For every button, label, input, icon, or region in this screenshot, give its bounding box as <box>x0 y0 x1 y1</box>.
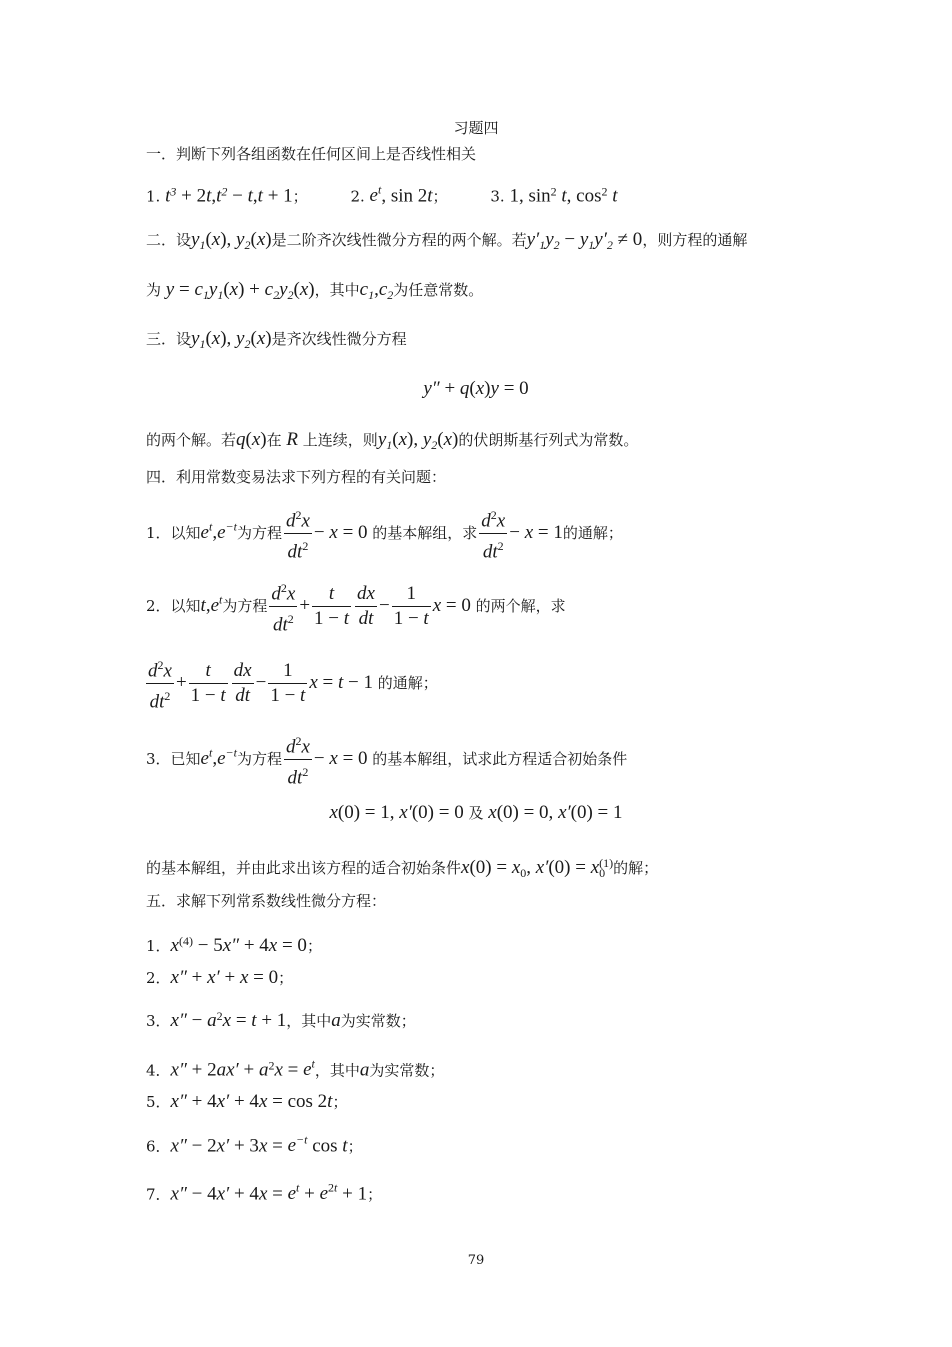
page-number: 79 <box>467 1253 485 1268</box>
equation-5: 5．x″ + 4x′ + 4x = cos 2t； <box>146 1091 348 1112</box>
section-5-heading: 五．求解下列常系数线性微分方程： <box>146 892 387 910</box>
section-4-problem-2-equation: $\frac{d^2x}{dt^2}$ + $\frac{t}{1 - t}$ $\frac{dx}{dt}$ − $\frac{1}{1 - t}$ x = t − 1 的通解； <box>146 654 438 714</box>
page-title: 习题四 <box>453 119 499 137</box>
equation-1: 1．$x^{(4)} - 5x'' + 4x = 0$； <box>146 934 322 956</box>
section-1-functions: 1. $t^3 + 2t,t^2 - t,t + 1$； 2. $e^t$, sin 2t； 3. 1, $\sin^2 t$, $\cos^2 t$ <box>146 183 618 207</box>
section-4-heading: 四．利用常数变易法求下列方程的有关问题： <box>146 468 447 486</box>
section-4-problem-2: 2．以知$t,e^t$为方程 $\frac{d^2x}{dt^2}$ + $\frac{t}{1 - t}$ $\frac{dx}{dt}$ − $\frac{1}{1 - t}$ x = 0 的两个解，求 <box>146 577 566 637</box>
section-4-problem-1: 1．以知$e^t,e^{-t}$为方程 $\frac{d^2x}{dt^2}$ − x = 0 的基本解组，求 $\frac{d^2x}{dt^2}$ − x = 1的通解； <box>146 504 623 564</box>
section-3-equation: y″ + q(x)y = 0 <box>423 378 529 399</box>
equation-4: 4．$x'' + 2ax' + a^2x = e^t$，其中a为实常数； <box>146 1057 445 1081</box>
equation-3: 3．$x'' - a^2x = t + 1$，其中a为实常数； <box>146 1009 416 1031</box>
section-4-initial-conditions: x(0) = 1, x′(0) = 0 及 x(0) = 0, x′(0) = 1 <box>329 802 623 823</box>
equation-6: 6．$x'' - 2x' + 3x = e^{-t}$ cos t； <box>146 1133 363 1157</box>
equation-7: 7．$x'' - 4x' + 4x = e^t + e^{2t} + 1$； <box>146 1181 383 1205</box>
section-2-line-1: 二．设$y_1(x)$, $y_2(x)$是二阶齐次线性微分方程的两个解。若$y'_1y_2 - y_1y'_2 \ne 0$，则方程的通解 <box>146 229 748 252</box>
equation-2: 2．x″ + x′ + x = 0； <box>146 967 294 988</box>
section-3-line-1: 三．设$y_1(x)$, $y_2(x)$是齐次线性微分方程 <box>146 328 407 351</box>
section-3-line-2: 的两个解。若q(x)在 R 上连续，则$y_1(x)$, $y_2(x)$的伏朗斯基行列式为常数。 <box>146 429 639 452</box>
section-4-problem-3-line-2: 的基本解组，并由此求出该方程的适合初始条件$x(0) = x_0$, $x'(0) = x_0^{(1)}$的解； <box>146 856 659 880</box>
section-4-problem-3: 3．已知$e^t,e^{-t}$为方程 $\frac{d^2x}{dt^2}$ − x = 0 的基本解组，试求此方程适合初始条件 <box>146 730 627 790</box>
section-2-line-2: 为 $y = c_1y_1(x) + c_2y_2(x)$，其中$c_1,c_2$为任意常数。 <box>146 279 484 302</box>
section-1-heading: 一．判断下列各组函数在任何区间上是否线性相关 <box>146 145 477 163</box>
